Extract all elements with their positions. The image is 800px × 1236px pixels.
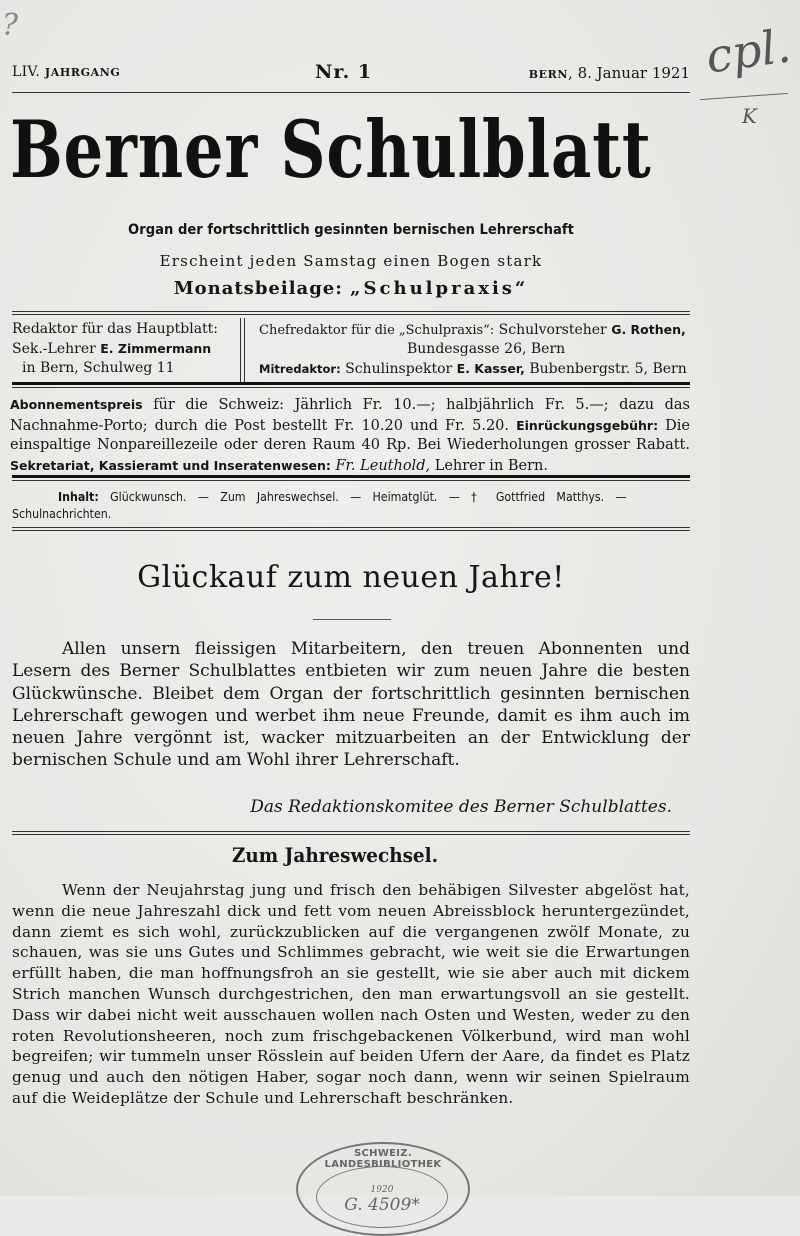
stamp-number: G. 4509*	[344, 1195, 420, 1215]
chief-editor-label: Chefredaktor für die „Schulpraxis“:	[259, 323, 495, 338]
stamp-inner-ring	[316, 1166, 448, 1228]
divider-double	[12, 311, 690, 315]
office-name: Fr. Leuthold,	[330, 457, 431, 474]
article-body	[12, 880, 690, 1109]
divider-double	[12, 831, 690, 835]
editors-box	[12, 318, 690, 380]
main-editor-address: in Bern, Schulweg 11	[22, 360, 175, 376]
supplement-name: „Schulpraxis“	[350, 278, 529, 299]
greeting-signature: Das Redaktionskomitee des Berner Schulblattes.	[250, 797, 672, 817]
co-editor-line	[259, 359, 699, 379]
supplement-label: Monatsbeilage:	[173, 278, 343, 299]
organ-subtitle: Organ der fortschrittlich gesinnten bernischen Lehrerschaft	[128, 222, 574, 238]
divider-thin	[12, 480, 690, 481]
greeting-heading: Glückauf zum neuen Jahre!	[137, 560, 565, 595]
main-editor	[12, 320, 238, 378]
co-editor-label: Mitredaktor:	[259, 362, 341, 376]
divider-thick	[12, 475, 690, 478]
office-rest: Lehrer in Bern.	[430, 457, 549, 474]
volume-label: JAHRGANG	[44, 66, 121, 79]
date: , 8. Januar 1921	[568, 64, 690, 82]
short-divider	[313, 619, 391, 620]
main-editor-title: Sek.-Lehrer	[12, 341, 96, 357]
subscription-info	[12, 395, 690, 476]
schedule-subtitle: Erscheint jeden Samstag einen Bogen stark	[159, 252, 543, 270]
stamp-text: SCHWEIZ. LANDESBIBLIOTHEK	[324, 1148, 442, 1170]
chief-editor-name: G. Rothen,	[611, 322, 686, 337]
co-editor-name: E. Kasser,	[456, 361, 525, 376]
place-date	[529, 64, 690, 82]
chief-editor-address: Bundesgasse 26, Bern	[407, 341, 566, 357]
subscription-text: für die Schweiz: Jährlich Fr. 10.—; halbjährlich Fr. 5.—; dazu das Nachnahme-Porto; durch die Post bestellt Fr. 10.20 und Fr. 5.20.	[10, 397, 690, 434]
table-of-contents	[12, 489, 627, 523]
supplement-editors	[259, 320, 699, 379]
chief-editor-title: Schulvorsteher	[494, 322, 612, 338]
subscription-label: Abonnementspreis	[10, 397, 143, 412]
handwritten-initial: K	[742, 104, 757, 128]
subscription-paragraph	[10, 395, 690, 476]
contents-label: Inhalt:	[58, 490, 99, 504]
divider-thin	[12, 387, 690, 388]
newspaper-title: Berner Schulblatt	[10, 103, 652, 196]
stamp-year: 1920	[370, 1185, 394, 1195]
column-divider	[240, 318, 245, 382]
main-editor-name-line	[12, 339, 238, 359]
chief-editor-line	[259, 320, 699, 340]
greeting-body	[12, 638, 690, 772]
article-heading: Zum Jahreswechsel.	[232, 843, 439, 867]
handwritten-underline	[700, 93, 788, 100]
fee-text: Die einspaltige Nonpareillezeile oder deren Raum 40 Rp. Bei Wiederholungen grosser Rabatt.	[10, 417, 690, 453]
main-editor-label: Redaktor für das Hauptblatt:	[12, 321, 219, 337]
volume-number: LIV.	[12, 64, 41, 80]
library-stamp	[296, 1142, 470, 1236]
greeting-paragraph: Allen unsern fleissigen Mitarbeitern, den treuen Abonnenten und Lesern des Berner Schulblattes entbieten wir zum neuen Jahre die besten Glückwünsche. Bleibet dem Organ der fortschrittlich gesinnten bernischen Lehrerschaft gewogen und werbet ihm neue Freunde, damit es ihm auch im neuen Jahre vergönnt ist, wacker mitzuarbeiten an der Entwicklung der bernischen Schule und am Wohl ihrer Lehrerschaft.	[12, 639, 690, 771]
divider-thick	[12, 382, 690, 385]
divider-double	[12, 527, 690, 531]
contents-text: Glückwunsch. — Zum Jahreswechsel. — Heimatglüt. — † Gottfried Matthys. — Schulnachrichten.	[12, 490, 627, 521]
margin-mark: ?	[2, 8, 19, 43]
co-editor-title: Schulinspektor	[340, 361, 457, 377]
handwritten-note: cpl.	[702, 18, 794, 84]
office-label: Sekretariat, Kassieramt und Inseratenwesen:	[10, 457, 331, 473]
main-editor-name: E. Zimmermann	[100, 341, 212, 356]
divider	[12, 92, 690, 93]
co-editor-address: Bubenbergstr. 5, Bern	[524, 361, 687, 377]
issue-number: Nr. 1	[315, 61, 373, 83]
supplement-line	[12, 278, 690, 299]
fee-label: Einrückungsgebühr:	[516, 417, 659, 433]
article-paragraph: Wenn der Neujahrstag jung und frisch den behäbigen Silvester abgelöst hat, wenn die neue Jahreszahl dick und fett vom neuen Abreissblock heruntergezündet, dann ziemt es sich wohl, zurückzublicken auf die vergangenen zwölf Monate, zu schauen, was sie uns Gutes und Schlimmes gebracht, wie weit sie die Erwartungen erfüllt haben, die man hoffnungsfroh an sie gestellt, wie sie aber auch mit dickem Strich manchen Wunsch durchgestrichen, den man erwartungsvoll an sie gestellt. Dass wir dabei nicht weit ausschauen wollen nach Osten und Westen, weder zu den roten Revolutionsheeren, noch zum frischgebackenen Völkerbund, wird man wohl begreifen; wir tummeln unser Rösslein auf beiden Ufern der Aare, da findet es Platz genug und auch den nötigen Haber, sogar noch dann, wenn wir seinen Spielraum auf die Weideplätze der Schule und Lehrerschaft beschränken.	[12, 881, 690, 1107]
masthead-topline	[12, 61, 690, 83]
place: BERN	[528, 68, 569, 81]
volume	[12, 64, 120, 80]
